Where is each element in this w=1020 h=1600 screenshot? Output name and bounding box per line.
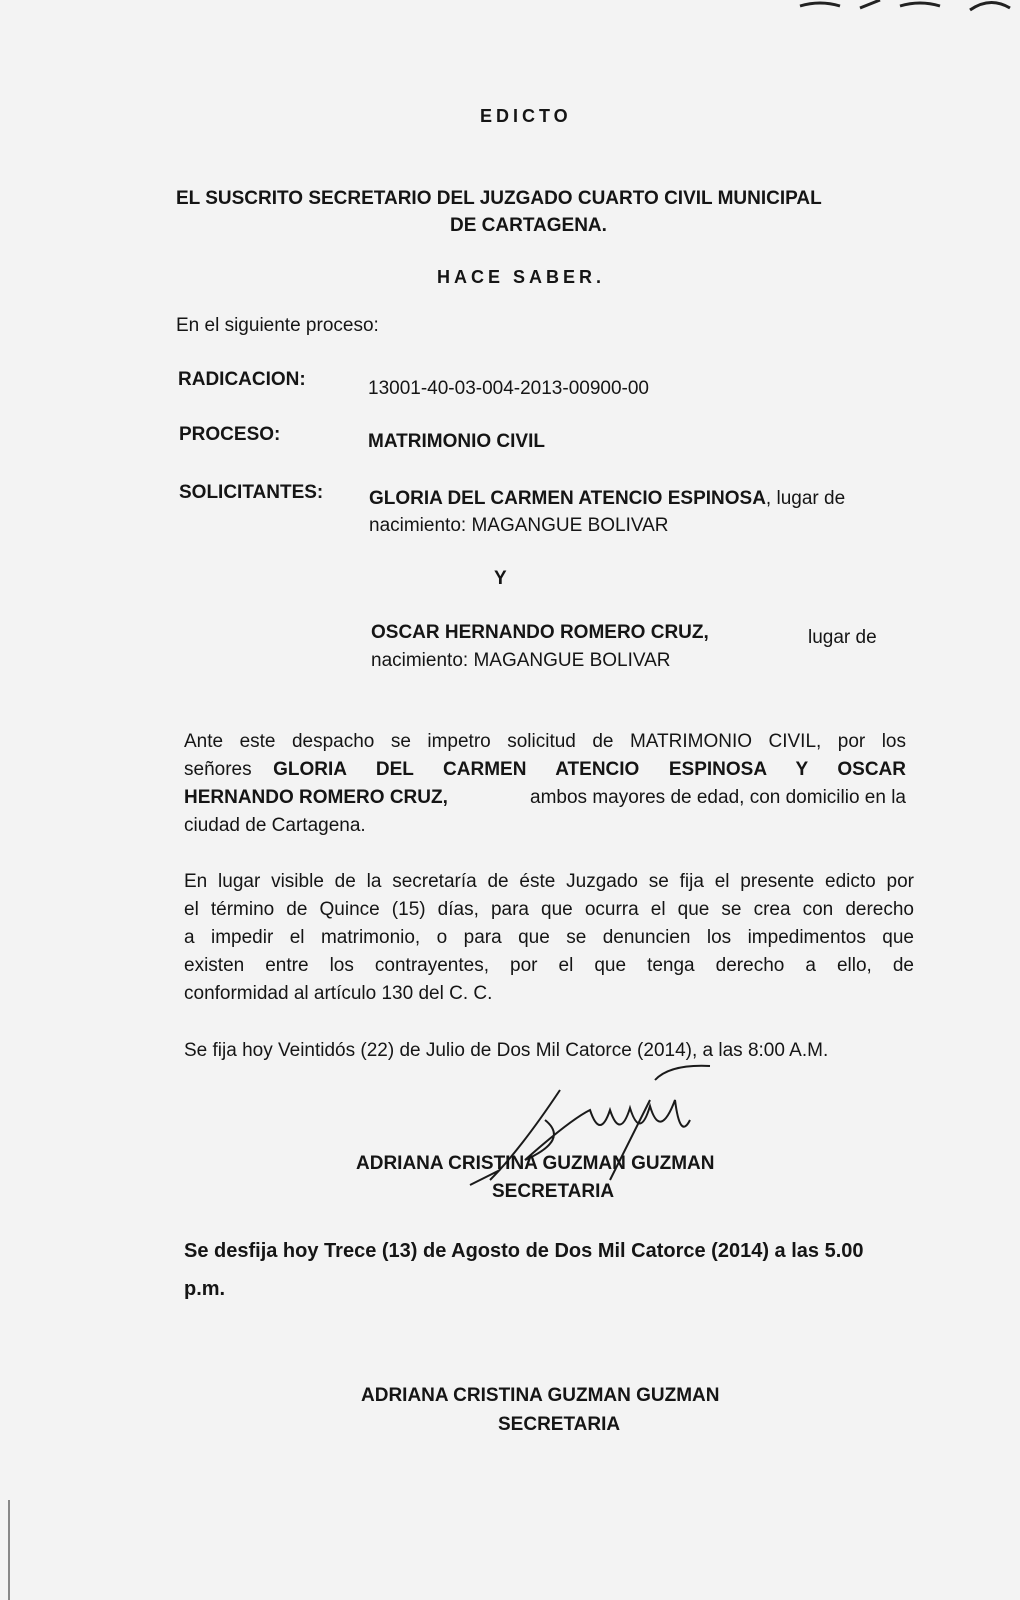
solicitante-1-birth: nacimiento: MAGANGUE BOLIVAR (369, 515, 669, 536)
fija-text: Se fija hoy Veintidós (22) de Julio de Dos Mil Catorce (2014), a las 8:00 A.M. (184, 1040, 829, 1061)
text: ambos mayores de edad, con domicilio en la (530, 787, 906, 808)
paragraph-2-line-1: En lugar visible de la secretaría de éste Juzgado se fija el presente edicto por (184, 871, 914, 892)
paragraph-2-line-4: existen entre los contrayentes, por el que tenga derecho a ello, de (184, 955, 914, 976)
signature-1-name: ADRIANA CRISTINA GUZMAN GUZMAN (356, 1153, 715, 1174)
header-line-1: EL SUSCRITO SECRETARIO DEL JUZGADO CUARTO CIVIL MUNICIPAL (176, 188, 822, 209)
names-bold: GLORIA DEL CARMEN ATENCIO ESPINOSA Y OSCAR (273, 759, 906, 780)
paragraph-1-line-2 (184, 759, 906, 781)
signature-2-name: ADRIANA CRISTINA GUZMAN GUZMAN (361, 1385, 720, 1406)
solicitante-2-suffix: lugar de (808, 627, 877, 648)
handwritten-signature (450, 1060, 720, 1200)
hace-saber: HACE SABER. (437, 267, 606, 287)
intro-text: En el siguiente proceso: (176, 315, 379, 336)
paragraph-2-line-3: a impedir el matrimonio, o para que se denuncien los impedimentos que (184, 927, 914, 948)
paragraph-1-line-4: ciudad de Cartagena. (184, 815, 366, 836)
solicitantes-label: SOLICITANTES: (179, 482, 324, 503)
signature-2-role: SECRETARIA (498, 1414, 621, 1435)
paragraph-2-line-5: conformidad al artículo 130 del C. C. (184, 983, 493, 1004)
solicitante-1-name: GLORIA DEL CARMEN ATENCIO ESPINOSA (369, 488, 766, 509)
conjunction: Y (494, 568, 507, 589)
solicitante-1-suffix: , lugar de (765, 488, 846, 509)
proceso-label: PROCESO: (179, 424, 281, 445)
header-line-2: DE CARTAGENA. (450, 215, 607, 236)
names-bold: HERNANDO ROMERO CRUZ, (184, 787, 448, 808)
solicitante-2-name: OSCAR HERNANDO ROMERO CRUZ, (371, 622, 709, 643)
top-edge-marks (780, 0, 1020, 14)
desfija-line-1: Se desfija hoy Trece (13) de Agosto de Dos Mil Catorce (2014) a las 5.00 (184, 1240, 864, 1262)
text: señores (184, 759, 252, 780)
document-title: EDICTO (480, 106, 572, 126)
radicacion-label: RADICACION: (178, 369, 306, 390)
radicacion-value: 13001-40-03-004-2013-00900-00 (368, 378, 650, 399)
paragraph-1-line-3 (184, 787, 906, 809)
paragraph-1-line-1: Ante este despacho se impetro solicitud de MATRIMONIO CIVIL, por los (184, 731, 906, 752)
desfija-line-2: p.m. (184, 1278, 226, 1300)
paragraph-2-line-2: el término de Quince (15) días, para que ocurra el que se crea con derecho (184, 899, 914, 920)
signature-1-role: SECRETARIA (492, 1181, 615, 1202)
solicitante-2-birth: nacimiento: MAGANGUE BOLIVAR (371, 650, 671, 671)
proceso-value: MATRIMONIO CIVIL (368, 431, 545, 452)
solicitante-1 (369, 488, 845, 510)
scan-edge-line (8, 1500, 10, 1600)
